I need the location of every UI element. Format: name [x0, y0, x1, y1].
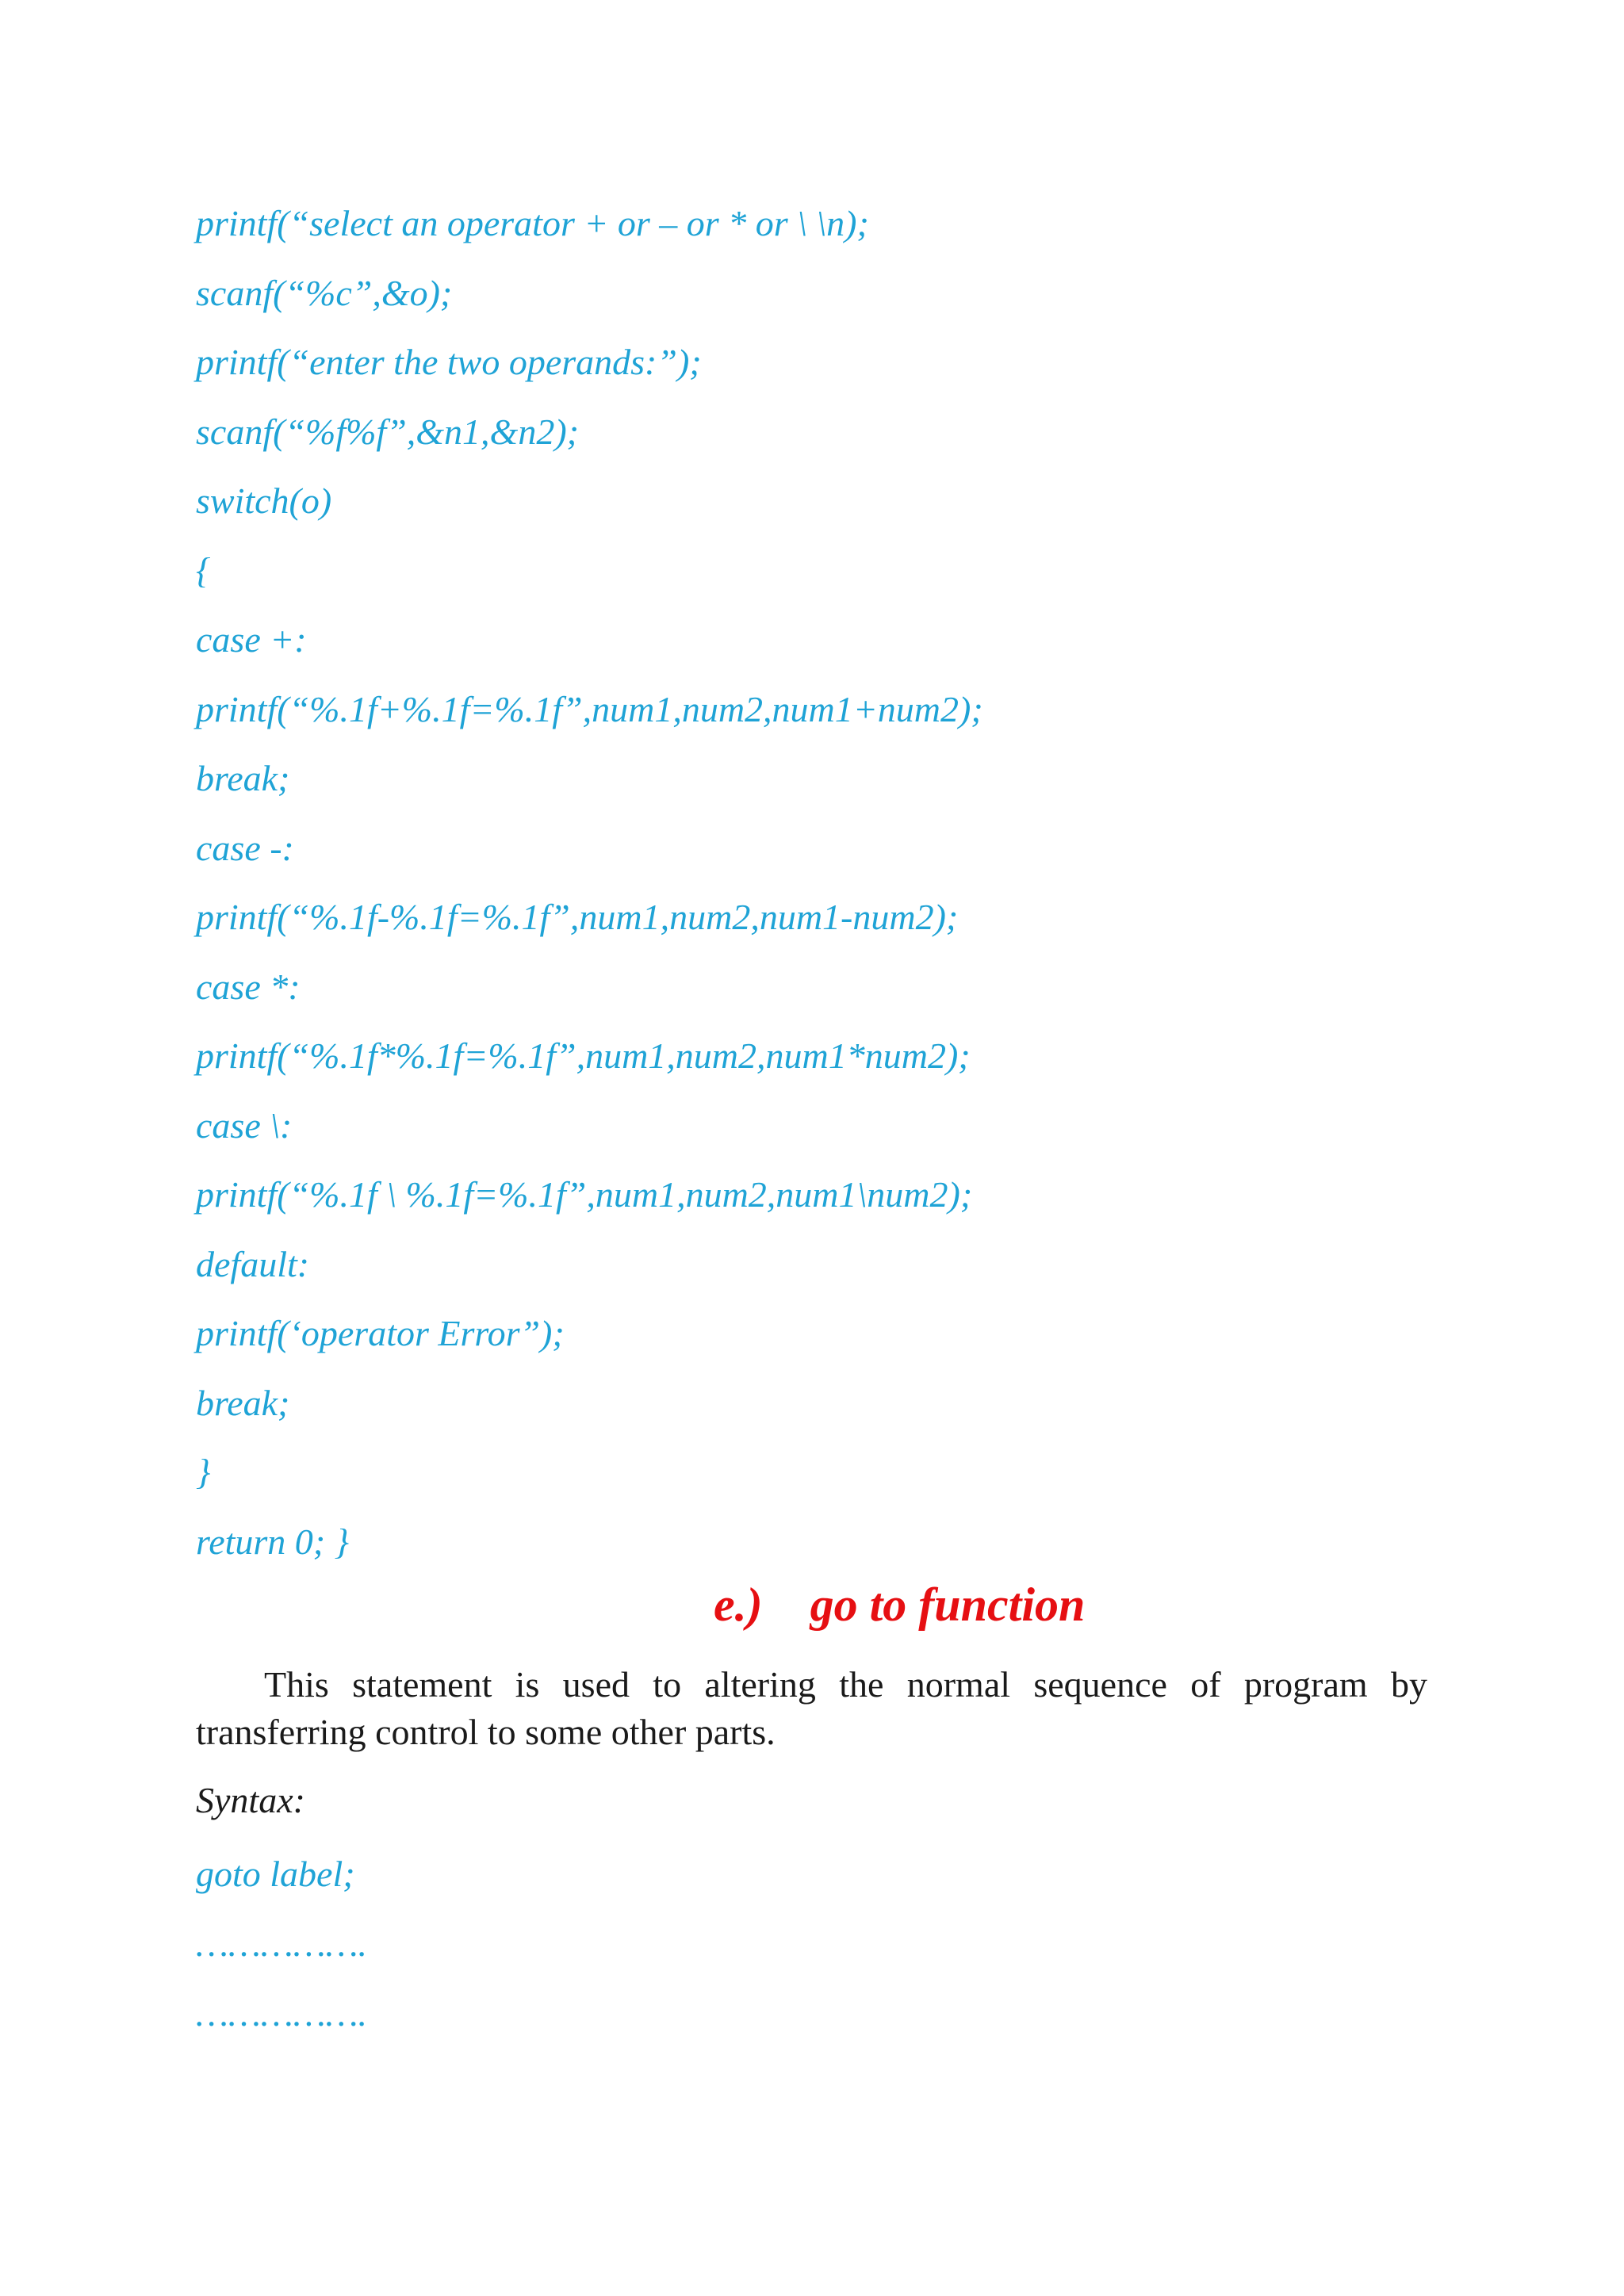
code-line: return 0; } — [196, 1521, 350, 1562]
code-line: printf(‘operator Error”); — [196, 1313, 565, 1353]
code-line: case -: — [196, 827, 294, 868]
code-line: printf(“enter the two operands:”); — [196, 342, 702, 382]
syntax-label: Syntax: — [196, 1780, 305, 1820]
code-line: case *: — [196, 966, 301, 1007]
code-line: break; — [196, 758, 290, 798]
code-line: printf(“%.1f+%.1f=%.1f”,num1,num2,num1+num2); — [196, 688, 983, 729]
section-number: e.) — [714, 1578, 763, 1631]
code-line: case +: — [196, 619, 307, 660]
syntax-line: ……………. — [196, 1993, 368, 2034]
code-line: switch(o) — [196, 480, 332, 521]
code-block — [196, 189, 1465, 1576]
code-line: printf(“select an operator + or – or * or \ \n); — [196, 203, 869, 243]
syntax-line: goto label; — [196, 1854, 355, 1894]
syntax-line: ……………. — [196, 1923, 368, 1964]
code-line: break; — [196, 1382, 290, 1423]
section-title: go to function — [810, 1578, 1086, 1631]
code-line: printf(“%.1f \ %.1f=%.1f”,num1,num2,num1\num2); — [196, 1174, 973, 1215]
body-paragraph: This statement is used to altering the normal sequence of program by transferring control to some other parts. — [196, 1664, 1427, 1752]
code-line: default: — [196, 1243, 310, 1284]
code-line: printf(“%.1f-%.1f=%.1f”,num1,num2,num1-num2); — [196, 897, 959, 937]
code-line: } — [196, 1452, 211, 1492]
code-line: scanf(“%c”,&o); — [196, 272, 453, 313]
code-line: { — [196, 549, 211, 591]
code-line: scanf(“%f%f”,&n1,&n2); — [196, 411, 579, 452]
section-heading — [714, 1578, 1085, 1632]
syntax-block — [196, 1839, 367, 2049]
code-line: case \: — [196, 1104, 293, 1146]
code-line: printf(“%.1f*%.1f=%.1f”,num1,num2,num1*num2); — [196, 1035, 971, 1076]
